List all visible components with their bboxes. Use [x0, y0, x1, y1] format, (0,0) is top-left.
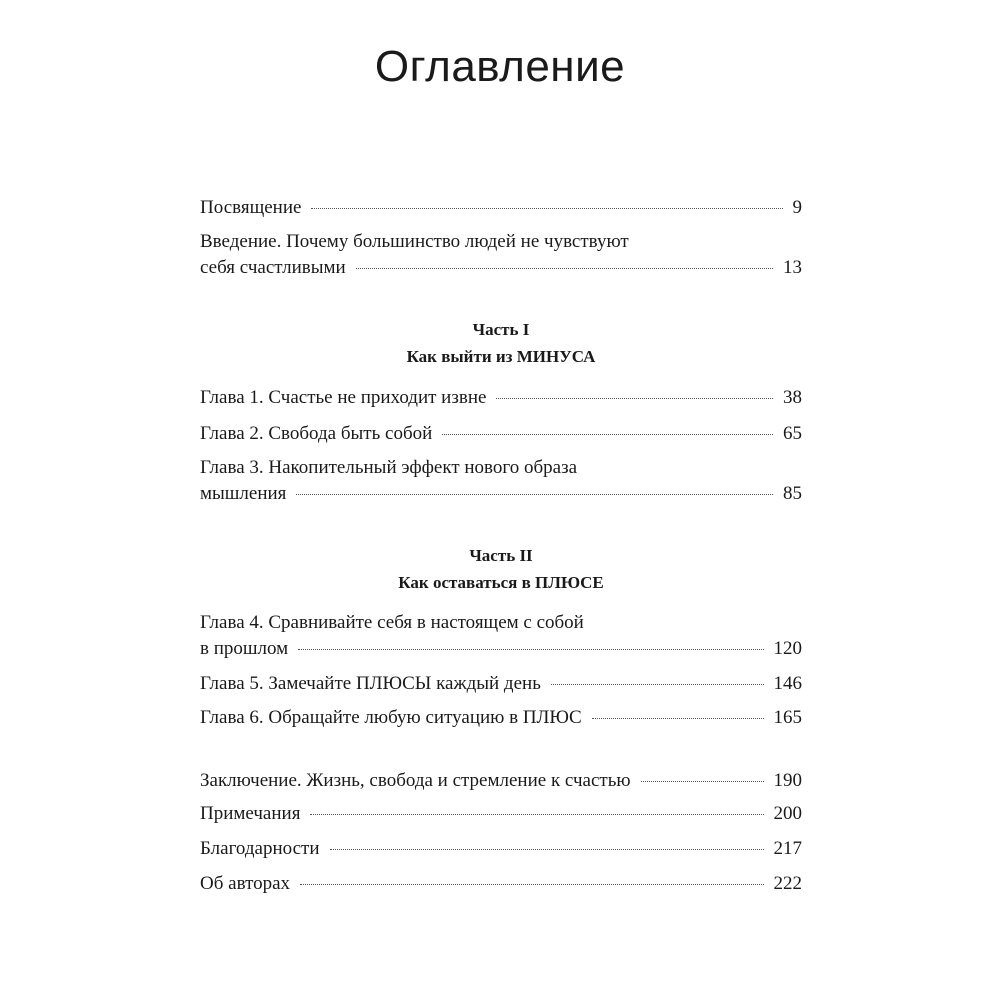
dot-leader — [641, 781, 764, 782]
toc-entry-title: Глава 5. Замечайте ПЛЮСЫ каждый день — [200, 673, 541, 694]
toc-page-number: 165 — [773, 707, 802, 728]
part-heading-2 — [200, 542, 802, 596]
part-label: Часть II — [469, 546, 533, 565]
dot-leader — [311, 208, 782, 209]
toc-entry-title: Глава 6. Обращайте любую ситуацию в ПЛЮС — [200, 707, 582, 728]
toc-page-number: 120 — [773, 638, 802, 659]
toc-entry-title: Об авторах — [200, 873, 291, 894]
toc-entry-title: Глава 1. Счастье не приходит извне — [200, 387, 487, 408]
toc-page-number: 9 — [792, 197, 802, 218]
page-title: Оглавление — [374, 42, 626, 91]
toc-page-number: 222 — [773, 873, 802, 894]
toc-entry-title: Благодарности — [200, 838, 320, 859]
part-label: Часть I — [472, 320, 530, 339]
toc-entry-introduction[interactable] — [200, 229, 802, 281]
toc-entry-chapter-6[interactable] — [200, 705, 802, 731]
toc-entry-title: себя счастливыми — [200, 257, 346, 278]
dot-leader — [300, 884, 763, 885]
dot-leader — [298, 649, 763, 650]
toc-page-number: 38 — [783, 387, 802, 408]
toc-entry-title: мышления — [200, 483, 287, 504]
toc-entry-chapter-1[interactable] — [200, 385, 802, 411]
part-subtitle: Как выйти из МИНУСА — [406, 347, 596, 366]
dot-leader — [496, 398, 773, 399]
dot-leader — [330, 849, 764, 850]
dot-leader — [551, 684, 764, 685]
toc-entry-acknowledgements[interactable] — [200, 836, 802, 862]
toc-entry-chapter-5[interactable] — [200, 671, 802, 697]
part-heading-1 — [200, 316, 802, 370]
toc-page-number: 65 — [783, 423, 802, 444]
dot-leader — [442, 434, 773, 435]
dot-leader — [310, 814, 763, 815]
toc-page-number: 190 — [773, 770, 802, 791]
toc-page-number: 217 — [773, 838, 802, 859]
toc-entry-title: Глава 2. Свобода быть собой — [200, 423, 433, 444]
dot-leader — [296, 494, 773, 495]
toc-page-number: 146 — [773, 673, 802, 694]
part-subtitle: Как оставаться в ПЛЮСЕ — [398, 573, 604, 592]
toc-entry-title: Посвящение — [200, 197, 302, 218]
toc-entry-notes[interactable] — [200, 801, 802, 827]
toc-entry-title: в прошлом — [200, 638, 289, 659]
dot-leader — [592, 718, 764, 719]
toc-entry-title: Примечания — [200, 803, 301, 824]
toc-page-number: 200 — [773, 803, 802, 824]
toc-entry-chapter-3[interactable] — [200, 455, 802, 507]
toc-entry-chapter-2[interactable] — [200, 421, 802, 447]
toc-entry-chapter-4[interactable] — [200, 610, 802, 662]
toc-entry-conclusion[interactable] — [200, 768, 802, 794]
toc-entry-title-line1: Глава 3. Накопительный эффект нового образа — [200, 457, 578, 478]
toc-entry-dedication[interactable] — [200, 195, 802, 221]
toc-entry-title-line1: Введение. Почему большинство людей не чувствуют — [200, 231, 629, 252]
toc-page-number: 13 — [783, 257, 802, 278]
dot-leader — [356, 268, 773, 269]
toc-entry-about-authors[interactable] — [200, 871, 802, 897]
toc-entry-title-line1: Глава 4. Сравнивайте себя в настоящем с собой — [200, 612, 584, 633]
toc-entry-title: Заключение. Жизнь, свобода и стремление к счастью — [200, 770, 631, 791]
toc-page-number: 85 — [783, 483, 802, 504]
